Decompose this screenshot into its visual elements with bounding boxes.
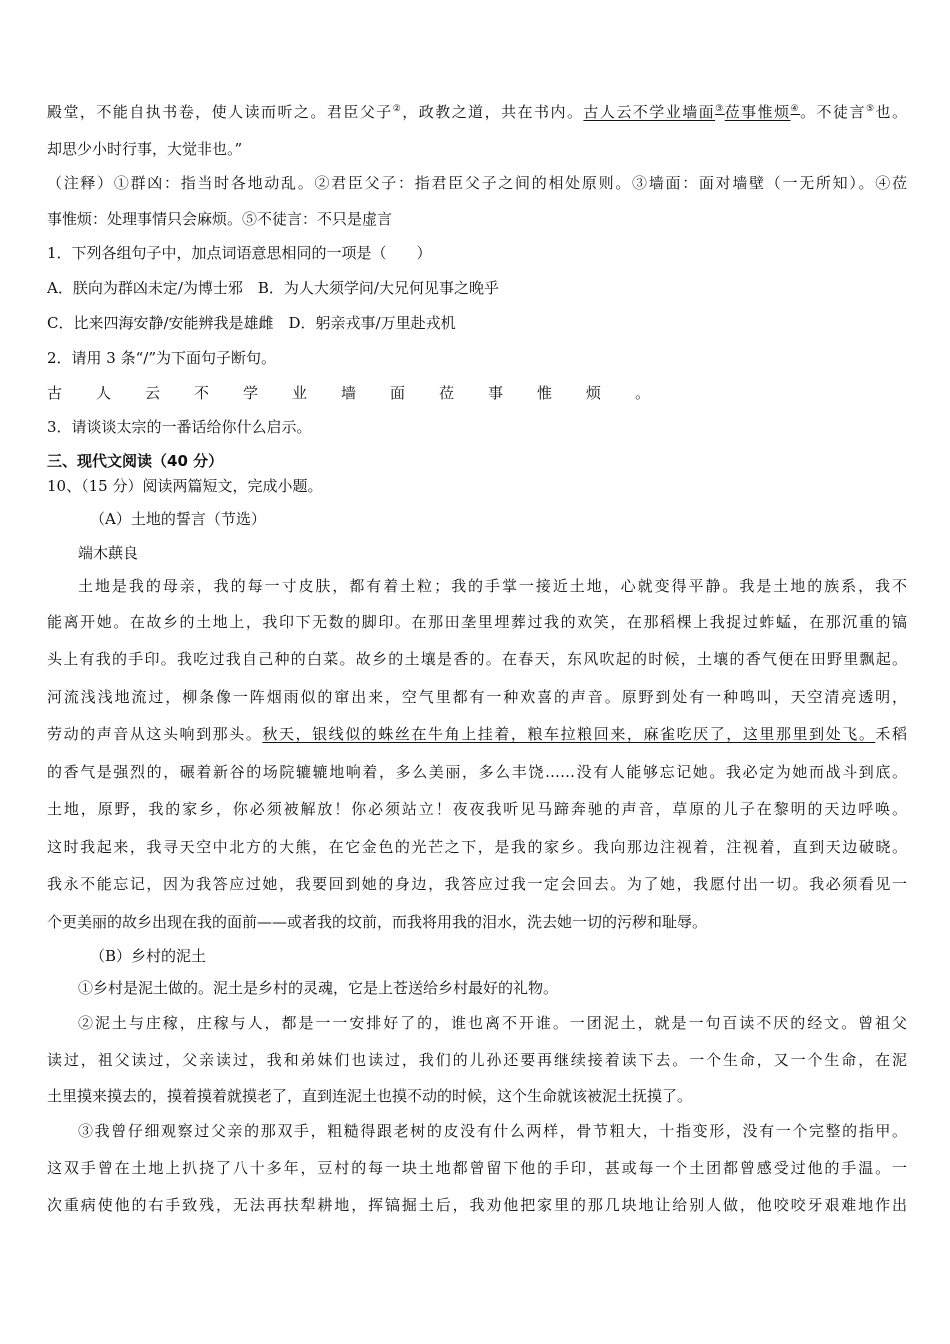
question-1: 1．下列各组句子中，加点词语意思相同的一项是（ ）	[47, 244, 432, 262]
underlined-sentence: 古人云不学业墙面	[583, 103, 716, 121]
question-2-sentence: 古人云不学业墙面莅事惟烦。	[47, 384, 685, 402]
section-title: 三、现代文阅读（40 分）	[47, 452, 224, 470]
passage-a-author: 端木蕻良	[78, 544, 139, 562]
passage-b-para-1: ①乡村是泥土做的。泥土是乡村的灵魂，它是上苍送给乡村最好的礼物。	[78, 979, 559, 997]
passage-a-line-3: 头上有我的手印。我吃过我自己种的白菜。故乡的土壤是香的。在春天，东风吹起的时候，土壤的香气便在田野里飘起。	[47, 650, 907, 668]
question-10: 10、（15 分）阅读两篇短文，完成小题。	[47, 477, 323, 495]
passage-b-para-2-line-2: 读过，祖父读过，父亲读过，我和弟妹们也读过，我们的儿孙还要再继续接着读下去。一个生命，又一个生命，在泥	[47, 1051, 907, 1069]
question-1-options-ab: A．朕向为群凶未定/为博士邪 B．为人大须学问/大兄何见事之晚乎	[47, 279, 499, 297]
passage-a-line-4: 河流浅浅地流过，柳条像一阵烟雨似的窜出来，空气里都有一种欢喜的声音。原野到处有一种鸣叫，天空清亮透明，	[47, 688, 907, 706]
passage-a-line-10: 个更美丽的故乡出现在我的面前——或者我的坟前，而我将用我的泪水，洗去她一切的污秽和耻辱。	[47, 913, 708, 931]
underlined-sentence: 秋天，银线似的蛛丝在牛角上挂着，粮车拉粮回来，麻雀吃厌了，这里那里到处飞。	[262, 725, 876, 743]
passage-b-title: （B）乡村的泥土	[90, 947, 207, 965]
passage-b-para-2-line-1: ②泥土与庄稼，庄稼与人，都是一一安排好了的，谁也离不开谁。一团泥土，就是一句百读不厌的经文。曾祖父	[78, 1014, 907, 1032]
question-2: 2．请用 3 条“/”为下面句子断句。	[47, 349, 277, 367]
passage-a-line-9: 我永不能忘记，因为我答应过她，我要回到她的身边，我答应过我一定会回去。为了她，我愿付出一切。我必须看见一	[47, 875, 907, 893]
question-3: 3．请谈谈太宗的一番话给你什么启示。	[47, 418, 312, 436]
passage-a-line-8: 这时我起来，我寻天空中北方的大熊，在它金色的光芒之下，是我的家乡。我向那边注视着，注视着，直到天边破晓。	[47, 838, 907, 856]
passage-line-2: 却思少小时行事，大觉非也。”	[47, 140, 243, 158]
question-1-options-cd: C．比来四海安静/安能辨我是雄雌 D．躬亲戎事/万里赴戎机	[47, 314, 456, 332]
notes-line-2: 事惟烦：处理事情只会麻烦。⑤不徒言：不只是虚言	[47, 210, 393, 228]
passage-a-line-6: 的香气是强烈的，碾着新谷的场院辘辘地响着，多么美丽，多么丰饶……没有人能够忘记她。我必定为她而战斗到底。	[47, 763, 907, 781]
notes-line-1: （注释）①群凶：指当时各地动乱。②君臣父子：指君臣父子之间的相处原则。③墙面：面对墙壁（一无所知）。④莅	[47, 174, 907, 192]
passage-b-para-3-line-1: ③我曾仔细观察过父亲的那双手，粗糙得跟老树的皮没有什么两样，骨节粗大，十指变形，没有一个完整的指甲。	[78, 1122, 907, 1140]
passage-a-line-5: 劳动的声音从这头响到那头。秋天，银线似的蛛丝在牛角上挂着，粮车拉粮回来，麻雀吃厌了，这里那里到处飞。禾稻	[47, 725, 907, 743]
passage-b-para-3-line-3: 次重病使他的右手致残，无法再扶犁耕地，挥镐掘土后，我劝他把家里的那几块地让给别人做，他咬咬牙艰难地作出	[47, 1196, 907, 1214]
passage-a-title: （A）土地的誓言（节选）	[90, 510, 266, 528]
passage-b-para-3-line-2: 这双手曾在土地上扒挠了八十多年，豆村的每一块土地都曾留下他的手印，甚或每一个土团都曾感受过他的手温。一	[47, 1159, 907, 1177]
passage-a-line-1: 土地是我的母亲，我的每一寸皮肤，都有着土粒；我的手掌一接近土地，心就变得平静。我是土地的族系，我不	[78, 577, 907, 595]
passage-line-1: 殿堂，不能自执书卷，使人读而听之。君臣父子②，政教之道，共在书内。古人云不学业墙面③莅事惟烦④。不徒言⑤也。	[47, 103, 907, 121]
passage-a-line-7: 土地，原野，我的家乡，你必须被解放！你必须站立！夜夜我听见马蹄奔驰的声音，草原的儿子在黎明的天边呼唤。	[47, 800, 907, 818]
passage-b-para-2-line-3: 土里摸来摸去的，摸着摸着就摸老了，直到连泥土也摸不动的时候，这个生命就该被泥土抚摸了。	[47, 1087, 693, 1105]
passage-a-line-2: 能离开她。在故乡的土地上，我印下无数的脚印。在那田垄里埋葬过我的欢笑，在那稻棵上我捉过蚱蜢，在那沉重的镐	[47, 613, 907, 631]
